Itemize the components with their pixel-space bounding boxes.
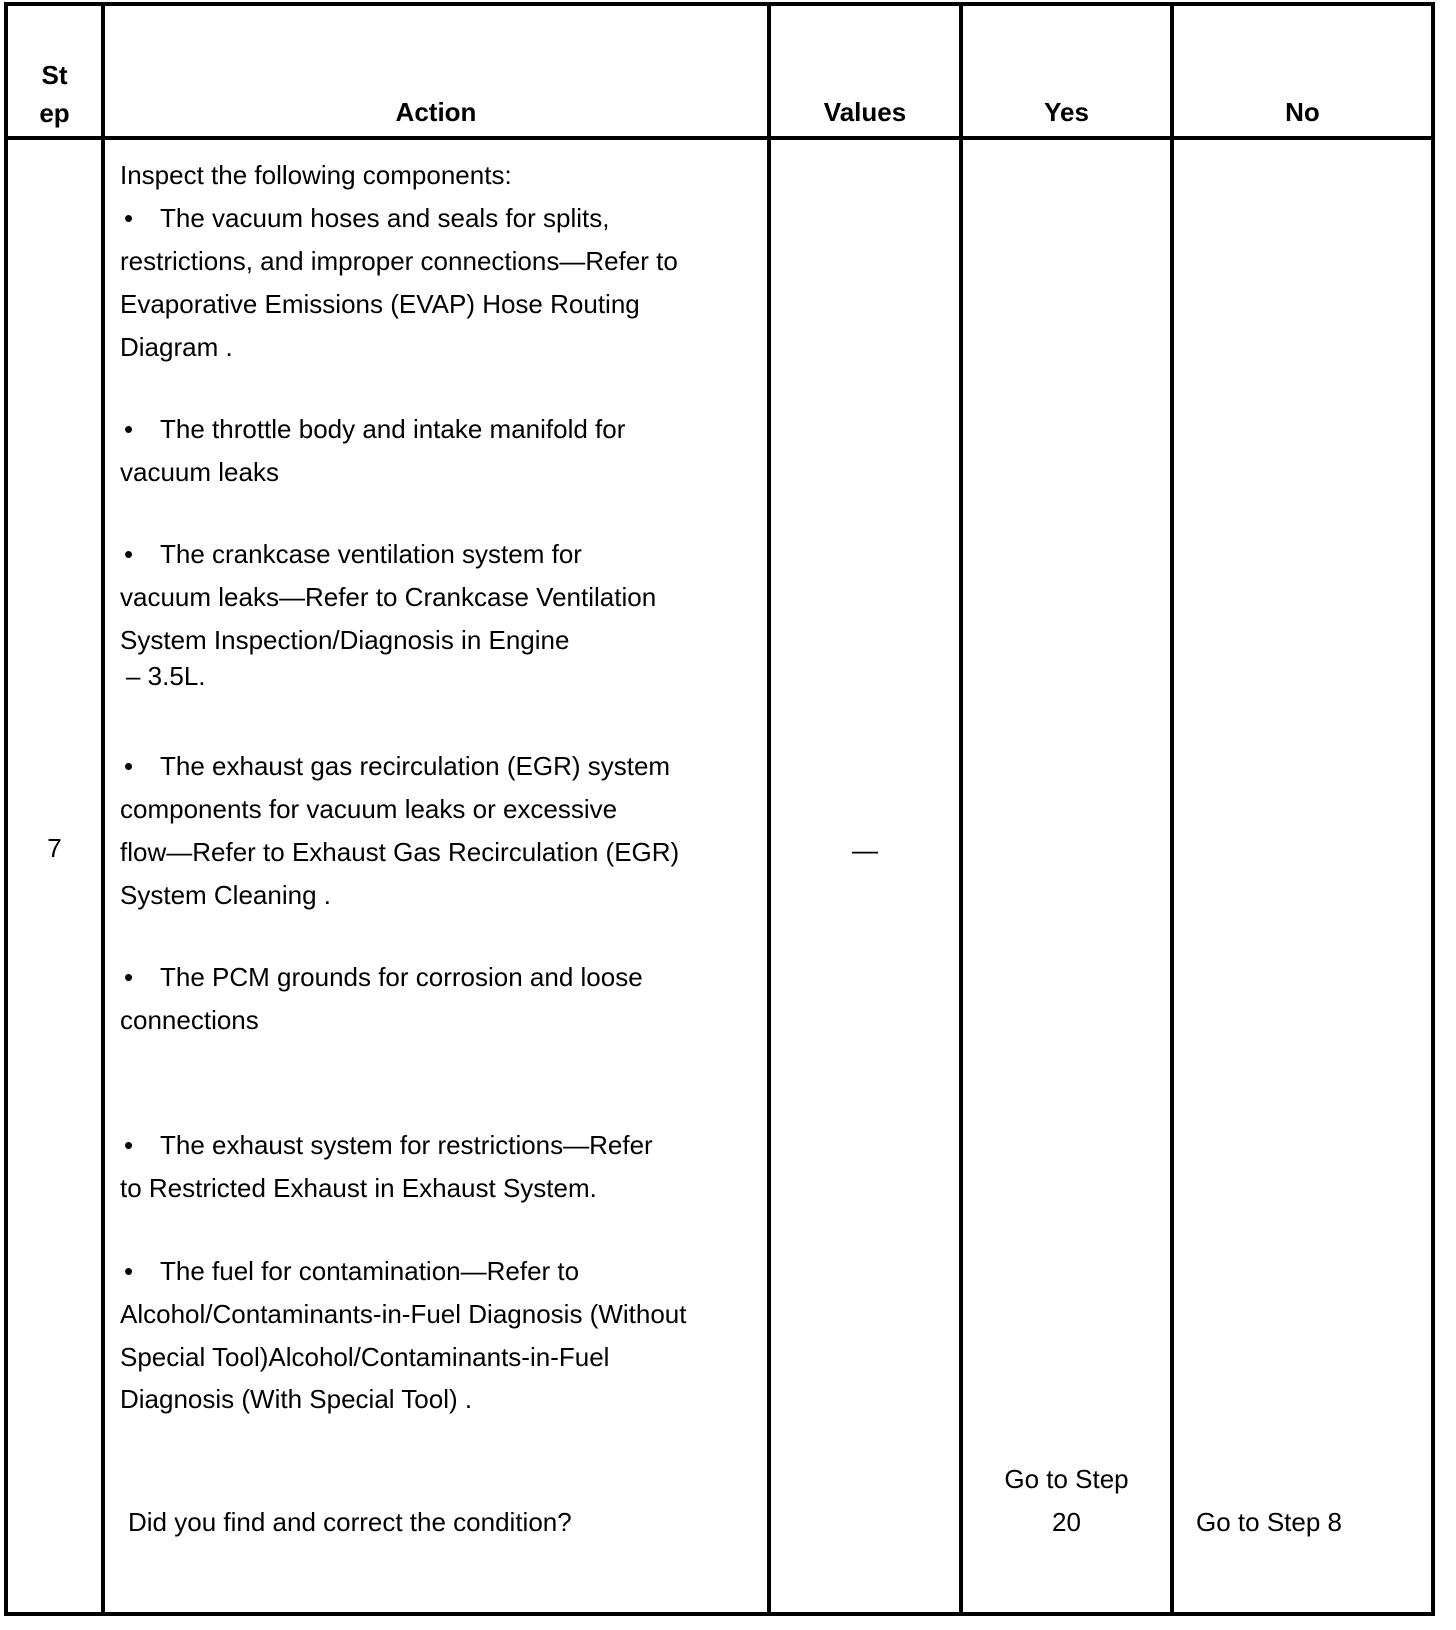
bullet-icon: • — [124, 1130, 134, 1160]
table-right-border — [1431, 4, 1435, 1616]
table-top-border — [4, 2, 1435, 6]
header-action: Action — [395, 97, 477, 127]
table-bottom-border — [4, 1612, 1435, 1616]
table-left-border — [4, 4, 8, 1616]
step-number: 7 — [47, 833, 62, 863]
header-bottom-border — [4, 136, 1435, 140]
bullet-icon: • — [124, 962, 134, 992]
bullet-icon: • — [124, 414, 134, 444]
values-cell: — — [852, 835, 878, 865]
action-question: Did you find and correct the condition? — [128, 1507, 572, 1537]
action-intro: Inspect the following components: — [120, 160, 512, 190]
no-cell: Go to Step 8 — [1196, 1507, 1342, 1537]
col-divider-yes-no — [1170, 4, 1174, 1616]
header-step: St ep — [39, 60, 70, 128]
header-values: Values — [823, 97, 907, 127]
bullet-icon: • — [124, 1256, 134, 1286]
bullet-icon: • — [124, 539, 134, 569]
col-divider-values-yes — [959, 4, 963, 1616]
col-divider-action-values — [767, 4, 771, 1616]
yes-cell-line1: Go to Step — [1004, 1464, 1129, 1494]
col-divider-step-action — [101, 4, 105, 1616]
bullet-icon: • — [124, 751, 134, 781]
header-no: No — [1285, 97, 1320, 127]
yes-cell-line2: 20 — [1052, 1507, 1081, 1537]
bullet-icon: • — [124, 203, 134, 233]
header-yes: Yes — [1044, 97, 1089, 127]
